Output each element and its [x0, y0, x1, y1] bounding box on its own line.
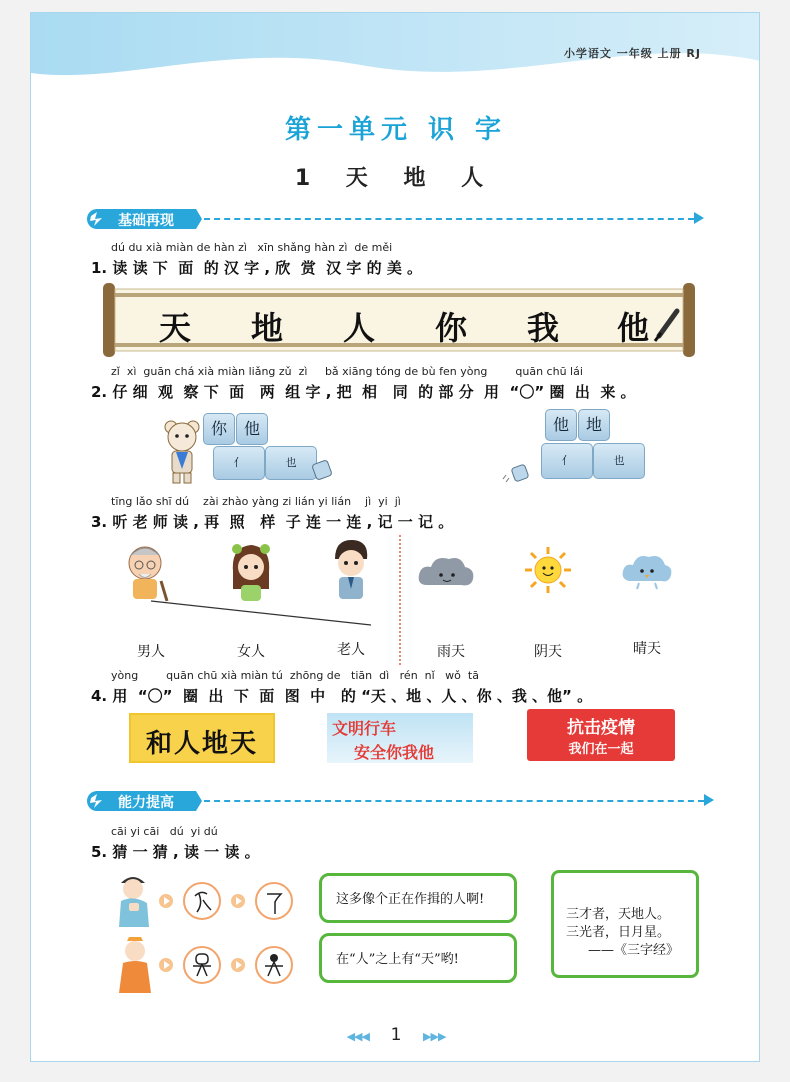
sign-traffic — [327, 713, 473, 763]
ancient-ren2-circle — [255, 882, 293, 920]
arrow-icon — [159, 958, 173, 972]
old-man-icon — [123, 541, 175, 603]
scroll-char: 你 — [435, 309, 468, 347]
q5-pinyin: cāi yi cāi dú yi dú — [111, 825, 218, 838]
speech-bubble — [319, 873, 517, 923]
book-info: 小学语文 一年级 上册 RJ — [563, 47, 701, 60]
q3-text: 3. 听 老 师 读 , 再 照 样 子 连 一 连 , 记 一 记 。 — [91, 513, 454, 531]
scroll-char: 人 — [343, 309, 376, 347]
poem-line: 三才者，天地人。 — [566, 907, 671, 922]
section-divider — [204, 800, 704, 802]
right-arrows-icon: ▶▶▶ — [423, 1030, 446, 1043]
sign-traffic-line1: 文明行车 — [332, 719, 397, 738]
poem-card — [551, 870, 699, 978]
scroll-char: 我 — [527, 309, 560, 347]
q1-text: 1. 读 读 下 面 的 汉 字 , 欣 赏 汉 字 的 美 。 — [91, 259, 423, 277]
girl-icon — [229, 541, 273, 603]
radical-block: 亻 — [213, 446, 265, 480]
section-divider — [204, 218, 694, 220]
sign-yellow-text: 和人地天 — [145, 729, 258, 759]
label-sunny: 晴天 — [633, 641, 661, 657]
arrow-icon — [231, 958, 245, 972]
q1-pinyin: dú du xià miàn de hàn zì xīn shǎng hàn zì de měi — [111, 241, 393, 254]
sun-icon — [523, 545, 573, 595]
q4-pinyin: yòng quān chū xià miàn tú zhōng de tiān dì rén nǐ wǒ tā — [111, 669, 479, 682]
radical-block: 也 — [593, 443, 645, 479]
sign-epidemic-line1: 抗击疫情 — [567, 718, 635, 738]
section-title-ability: 能力提高 — [118, 795, 174, 811]
poem-source: ——《三字经》 — [588, 943, 680, 958]
small-block-icon — [501, 463, 531, 485]
sign-traffic-line2: 安全你我他 — [354, 743, 435, 762]
bowing-person-icon — [113, 873, 153, 929]
sign-epidemic-line2: 我们在一起 — [568, 742, 634, 757]
q5-text: 5. 猜 一 猜 , 读 一 读 。 — [91, 843, 260, 861]
sign-epidemic — [527, 709, 675, 761]
section-ability — [86, 791, 716, 811]
radical-block: 亻 — [541, 443, 593, 479]
section-basic — [86, 209, 706, 229]
cloud-icon — [621, 549, 673, 593]
arrow-right-icon — [694, 212, 704, 224]
q2-pinyin: zǐ xì guān chá xià miàn liǎng zǔ zì bǎ xiāng tóng de bù fen yòng quān chū lái — [111, 365, 583, 378]
char-block: 地 — [578, 409, 610, 441]
bubble-text: 这多像个正在作揖的人啊! — [336, 892, 485, 907]
dotted-divider — [399, 535, 401, 665]
q2-text: 2. 仔 细 观 察 下 面 两 组 字 , 把 相 同 的 部 分 用 “〇” 圈 出 来 。 — [91, 383, 636, 401]
scroll-char: 天 — [159, 309, 192, 347]
char-block: 你 — [203, 413, 235, 445]
radical-block: 也 — [265, 446, 317, 480]
scroll-char: 地 — [251, 309, 284, 347]
arrow-right-icon — [704, 794, 714, 806]
page-number: 1 — [390, 1025, 402, 1045]
char-block: 他 — [545, 409, 577, 441]
speech-bubble — [319, 933, 517, 983]
label-woman: 女人 — [237, 644, 265, 660]
q4-text: 4. 用 “〇” 圈 出 下 面 图 中 的 “天 、地 、人 、你 、我 、他” 。 — [91, 687, 593, 705]
lesson-title: 1 天 地 人 — [294, 166, 498, 191]
small-block-icon — [311, 459, 333, 481]
label-old-man: 老人 — [337, 642, 365, 658]
unit-title: 第一单元 识 字 — [284, 115, 508, 145]
char-block: 他 — [236, 413, 268, 445]
q3-pinyin: tīng lǎo shī dú zài zhào yàng zi lián yi lián jì yi jì — [111, 495, 401, 508]
ancient-ren-circle — [183, 882, 221, 920]
poem-line: 三光者，日月星。 — [566, 925, 671, 940]
page-footer — [31, 1025, 760, 1045]
workbook-page — [30, 12, 760, 1062]
label-man: 男人 — [137, 644, 165, 660]
sign-yellow — [129, 713, 275, 763]
rain-cloud-icon — [417, 553, 475, 591]
ancient-tian2-circle — [255, 946, 293, 984]
bear-character-icon — [161, 419, 203, 485]
label-cloudy: 阴天 — [534, 644, 562, 660]
scroll-char: 他 — [617, 309, 650, 347]
character-scroll — [99, 281, 699, 359]
section-title-basic: 基础再现 — [118, 213, 174, 229]
ancient-tian-circle — [183, 946, 221, 984]
left-arrows-icon: ◀◀◀ — [346, 1030, 369, 1043]
arrow-icon — [231, 894, 245, 908]
man-icon — [329, 537, 373, 601]
bubble-text: 在“人”之上有“天”哟! — [336, 952, 459, 967]
example-connection-line — [149, 599, 379, 629]
arrow-icon — [159, 894, 173, 908]
standing-person-icon — [115, 935, 155, 995]
label-rainy: 雨天 — [437, 644, 465, 660]
